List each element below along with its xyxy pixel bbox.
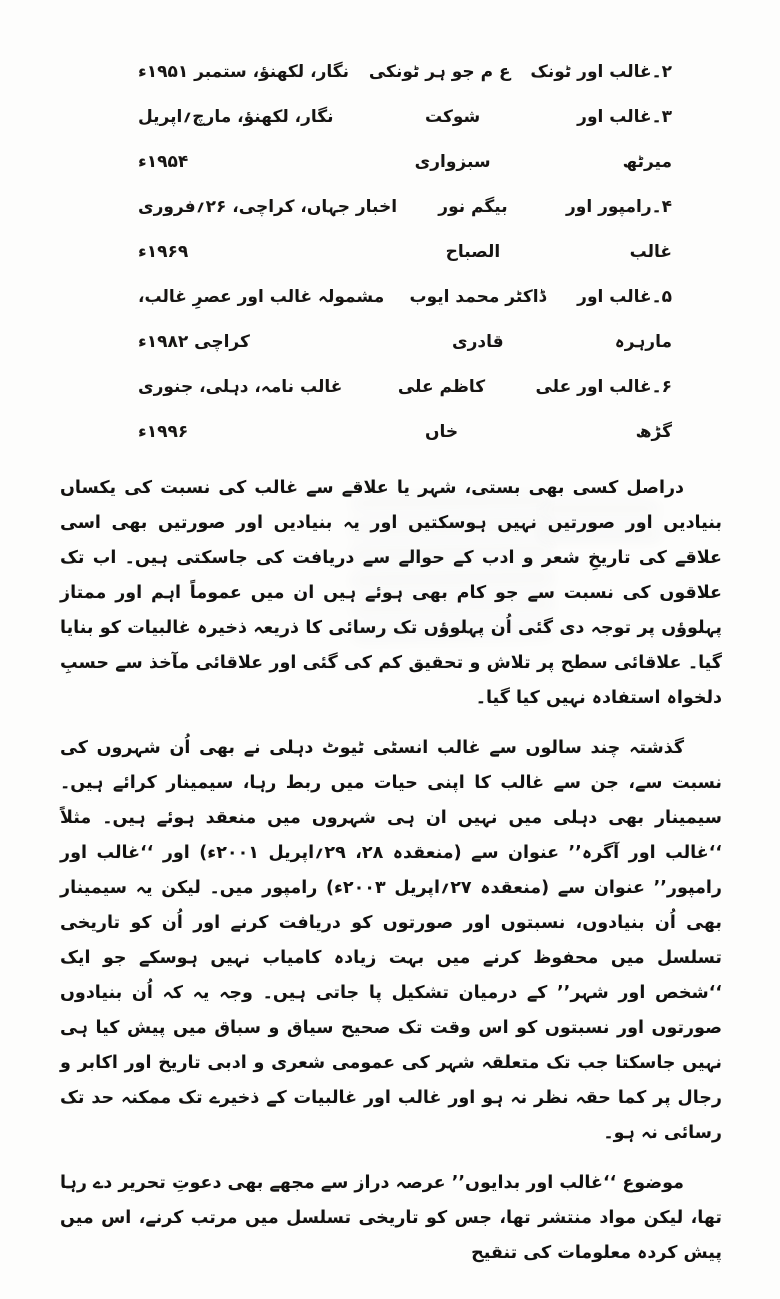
entry-source: مشمولہ غالب اور عصرِ غالب، کراچی ۱۹۸۲ء <box>138 287 385 352</box>
bibliography-entry <box>138 95 672 185</box>
bibliography-list <box>138 50 672 455</box>
entry-title-text: غالب اور علی گڑھ <box>535 377 672 442</box>
entry-title <box>530 50 672 95</box>
entry-number: ۳۔ <box>651 107 672 127</box>
paragraph: دراصل کسی بھی بستی، شہر یا علاقے سے غالب کی نسبت کی یکساں بنیادیں اور صورتیں نہیں ہوسکتیں اور یہ بنیادیں اور صورتیں بھی اسی علاقے کی تاریخِ شعر و ادب کے حوالے سے دریافت کی جاسکتی ہیں۔ اب تک علاقوں کی نسبت سے جو کام بھی ہوئے ہیں ان میں عموماً اہم اور ممتاز پہلوؤں پر توجہ دی گئی اُن پہلوؤں تک رسائی کا ذریعہ ذخیرہ غالبیات کو بنایا گیا۔ علاقائی سطح پر تلاش و تحقیق کم کی گئی اور علاقائی مآخذ سے حسبِ دلخواہ استفادہ نہیں کیا گیا۔ <box>60 478 722 708</box>
entry-author: شوکت سبزواری <box>414 107 491 172</box>
entry-source: نگار، لکھنؤ، ستمبر ۱۹۵۱ء <box>138 62 350 82</box>
entry-title <box>542 185 672 275</box>
entry-number: ۵۔ <box>651 287 672 307</box>
bibliography-entry <box>138 50 672 95</box>
paragraph: گذشتہ چند سالوں سے غالب انسٹی ٹیوٹ دہلی نے بھی اُن شہروں کی نسبت سے، جن سے غالب کا اپنی حیات میں ربط رہا، سیمینار کرائے ہیں۔ سیمینار بھی دہلی میں نہیں ان ہی شہروں میں منعقد ہوئے ہیں۔ مثلاً ‘‘غالب اور آگرہ’’ عنوان سے (منعقدہ ۲۸، ۲۹؍اپریل ۲۰۰۱ء) اور ‘‘غالب اور رامپور’’ عنوان سے (منعقدہ ۲۷؍اپریل ۲۰۰۳ء) رامپور میں۔ لیکن یہ سیمینار بھی اُن بنیادوں، نسبتوں اور صورتوں کو دریافت کرنے اور اُن کو تاریخی تسلسل میں محفوظ کرنے میں بہت زیادہ کامیاب نہیں ہوسکے جو ایک ‘‘شخص اور شہر’’ کے درمیان تشکیل پا جاتی ہیں۔ وجہ یہ کہ اُن بنیادوں صورتوں اور نسبتوں کو اس وقت تک صحیح سیاق و سباق میں پیش کیا ہی نہیں جاسکتا جب تک متعلقہ شہر کی عمومی شعری و ادبی تاریخ اور اکابر و رجال پر کما حقہ نظر نہ ہو اور غالب اور غالبیات کے ذخیرے تک ممکنہ حد تک رسائی نہ ہو۔ <box>60 738 723 1143</box>
entry-author: ڈاکٹر محمد ایوب قادری <box>409 287 547 352</box>
entry-source: اخبار جہاں، کراچی، ۲۶؍فروری ۱۹۶۹ء <box>138 197 398 262</box>
entry-title-text: غالب اور ٹونک <box>530 62 652 82</box>
bibliography-entry <box>138 275 672 365</box>
entry-title <box>512 365 672 455</box>
entry-author: بیگم نور الصباح <box>438 197 508 262</box>
paragraph: موضوع ‘‘غالب اور بدایوں’’ عرصہ دراز سے مجھے بھی دعوتِ تحریر دے رہا تھا، لیکن مواد منتشر تھا، جس کو تاریخی تسلسل میں مرتب کرنے، اس میں پیش کردہ معلومات کی تنقیح <box>60 1173 722 1263</box>
entry-source: نگار، لکھنؤ، مارچ؍اپریل ۱۹۵۴ء <box>138 107 334 172</box>
entry-title-text: رامپور اور غالب <box>566 197 672 262</box>
entry-author: ع م جو ہر ٹونکی <box>368 62 511 82</box>
entry-title-text: غالب اور میرٹھ <box>577 107 672 172</box>
entry-author: کاظم علی خاں <box>397 377 486 442</box>
bibliography-entry <box>138 185 672 275</box>
entry-title <box>531 95 672 185</box>
entry-source: غالب نامہ، دہلی، جنوری ۱۹۹۶ء <box>138 377 343 442</box>
entry-title-text: غالب اور مارہرہ <box>577 287 672 352</box>
page-body-text <box>60 471 722 1271</box>
entry-title <box>560 275 672 365</box>
bibliography-entry <box>138 365 672 455</box>
entry-number: ۴۔ <box>651 197 672 217</box>
entry-number: ۲۔ <box>651 62 672 82</box>
entry-number: ۶۔ <box>651 377 672 397</box>
